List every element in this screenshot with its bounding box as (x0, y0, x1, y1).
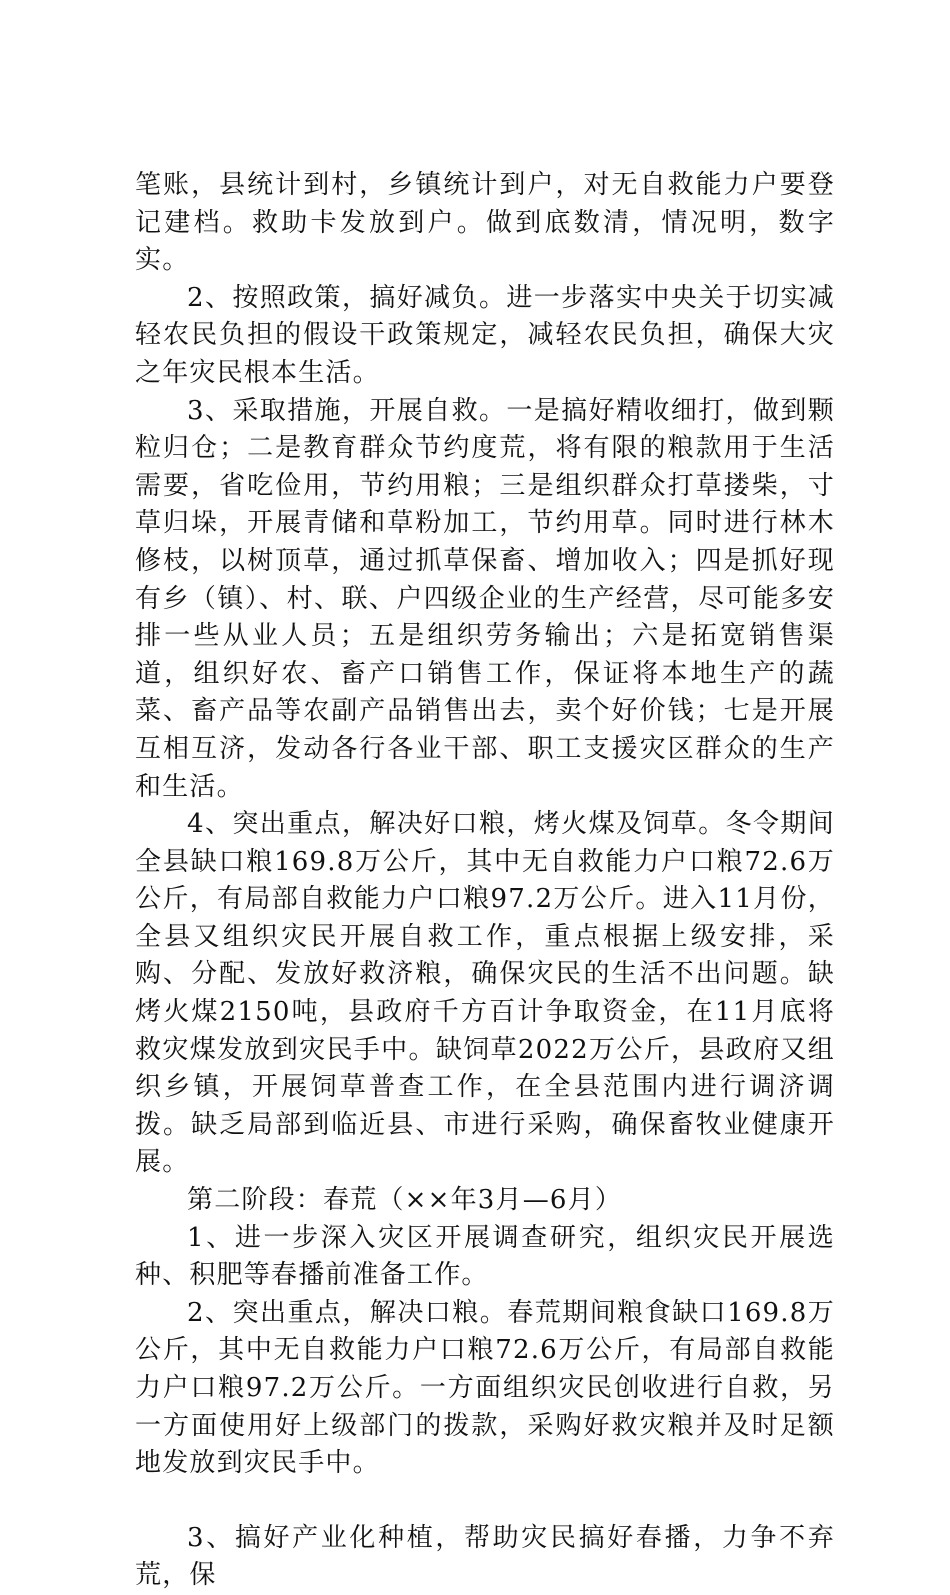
paragraph-stage2-item-2: 2、突出重点，解决口粮。春荒期间粮食缺口169.8万公斤，其中无自救能力户口粮72.6万公斤，有局部自救能力户口粮97.2万公斤。一方面组织灾民创收进行自救，另一方面使用好上级部门的拨款，采购好救灾粮并及时足额地发放到灾民手中。 (135, 1297, 835, 1479)
document-body (135, 167, 835, 1595)
paragraph-continuation: 笔账，县统计到村，乡镇统计到户，对无自救能力户要登记建档。救助卡发放到户。做到底数清，情况明，数字实。 (135, 170, 835, 276)
paragraph-item-2-reduce-burden: 2、按照政策，搞好减负。进一步落实中央关于切实减轻农民负担的假设干政策规定，减轻农民负担，确保大灾之年灾民根本生活。 (135, 282, 835, 388)
paragraph-item-3-self-rescue: 3、采取措施，开展自救。一是搞好精收细打，做到颗粒归仓；二是教育群众节约度荒，将有限的粮款用于生活需要，省吃俭用，节约用粮；三是组织群众打草搂柴，寸草归垛，开展青储和草粉加工，节约用草。同时进行林木修枝，以树顶草，通过抓草保畜、增加收入；四是抓好现有乡（镇）、村、联、户四级企业的生产经营，尽可能多安排一些从业人员；五是组织劳务输出；六是拓宽销售渠道，组织好农、畜产口销售工作，保证将本地生产的蔬菜、畜产品等农副产品销售出去，卖个好价钱；七是开展互相互济，发动各行各业干部、职工支援灾区群众的生产和生活。 (135, 395, 835, 802)
paragraph-item-4-key-points: 4、突出重点，解决好口粮，烤火煤及饲草。冬令期间全县缺口粮169.8万公斤，其中无自救能力户口粮72.6万公斤，有局部自救能力户口粮97.2万公斤。进入11月份，全县又组织灾民开展自救工作，重点根据上级安排，采购、分配、发放好救济粮，确保灾民的生活不出问题。缺烤火煤2150吨，县政府千方百计争取资金，在11月底将救灾煤发放到灾民手中。缺饲草2022万公斤，县政府又组织乡镇，开展饲草普查工作，在全县范围内进行调济调拨。缺乏局部到临近县、市进行采购，确保畜牧业健康开展。 (135, 809, 835, 1178)
paragraph-stage2-item-3: 3、搞好产业化种植，帮助灾民搞好春播，力争不弃荒，保 (135, 1522, 835, 1591)
paragraph-stage2-item-1: 1、进一步深入灾区开展调查研究，组织灾民开展选种、积肥等春播前准备工作。 (135, 1222, 835, 1291)
section-heading-stage-two: 第二阶段：春荒（××年3月—6月） (187, 1185, 623, 1216)
